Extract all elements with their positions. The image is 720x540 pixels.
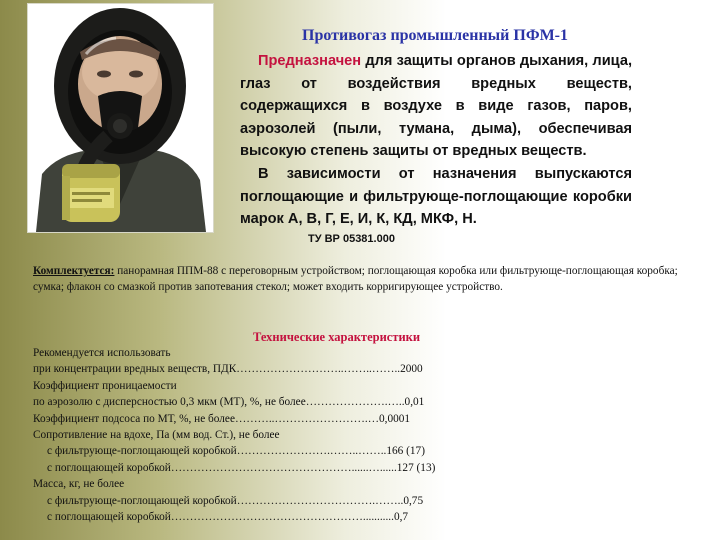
spec-code: ТУ ВР 05381.000: [308, 233, 395, 245]
spec-line: Коэффициент проницаемости: [33, 379, 177, 392]
spec-line: при концентрации вредных веществ, ПДК………………………..……..……..2000: [33, 363, 423, 376]
spec-line: с поглощающей коробкой…………………………………………......…......127 (13): [47, 461, 436, 474]
page-title: Противогаз промышленный ПФМ-1: [302, 27, 568, 44]
spec-line: Сопротивление на вдохе, Па (мм вод. Ст.), не более: [33, 429, 280, 442]
spec-line: Рекомендуется использовать: [33, 347, 171, 359]
spec-line: с фильтрующе-поглощающей коробкой…………………….……..……..166 (17): [47, 445, 425, 458]
spec-line: с поглощающей коробкой……………………………………………...........0,7: [47, 511, 409, 524]
intro-accent-word: Предназначен: [258, 53, 362, 69]
intro-paragraph-1: [240, 50, 632, 163]
intro-paragraph-2: В зависимости от назначения выпускаются поглощающие и фильтрующе-поглощающие коробки марок А, В, Г, Е, И, К, КД, МКФ, Н.: [240, 165, 632, 228]
kit-text: панорамная ППМ-88 с переговорным устройством; поглощающая коробка или фильтрующе-поглощающая коробка; сумка; флакон со смазкой против запотевания стекол; может входить корригирующее устройство.: [33, 265, 678, 293]
spec-line: Масса, кг, не более: [33, 478, 125, 491]
intro-text: [240, 50, 632, 231]
intro-paragraph-1-text: для защиты органов дыхания, лица, глаз от воздействия вредных веществ, содержащихся в воздухе в виде газов, паров, аэрозолей (пыли, тумана, дыма), обеспечивая высокую степень защиты от вредных веществ.: [240, 53, 632, 160]
gas-mask-illustration: [28, 4, 213, 232]
specs-heading: Технические характеристики: [253, 330, 421, 344]
gas-mask-photo: [28, 4, 213, 232]
spec-line: Коэффициент подсоса по МТ, %, не более………..…………………….…0,0001: [33, 412, 411, 425]
kit-description: [33, 263, 685, 295]
spec-line: по аэрозолю с дисперсностью 0,3 мкм (МТ), %, не более………………….…..0,01: [33, 396, 425, 409]
kit-label: Комплектуется:: [33, 265, 115, 277]
spec-line: с фильтрующе-поглощающей коробкой……………………………….……..0,75: [47, 494, 424, 507]
specs-list: [33, 345, 593, 525]
